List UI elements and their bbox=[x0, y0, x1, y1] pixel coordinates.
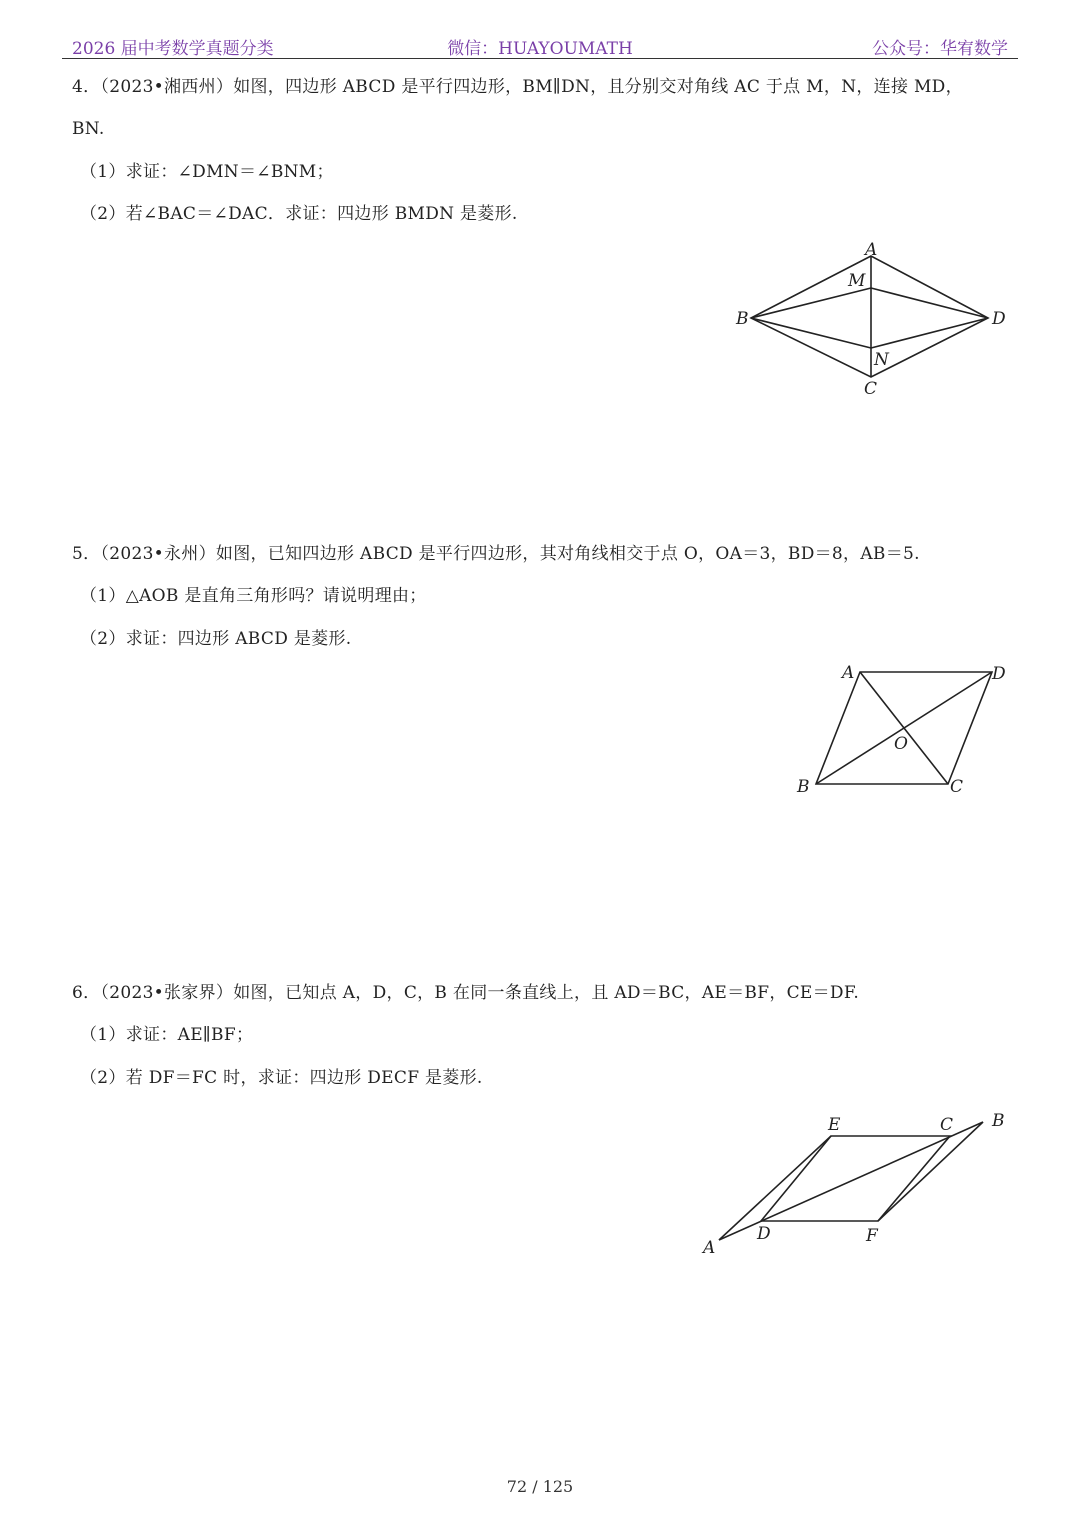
label-c: C bbox=[864, 379, 878, 399]
segment-nd bbox=[871, 318, 988, 348]
label-d: D bbox=[757, 1224, 771, 1244]
label-d: D bbox=[992, 664, 1006, 684]
segment-bn bbox=[751, 318, 871, 348]
parallelogram-abcd bbox=[751, 256, 988, 377]
label-c: C bbox=[950, 777, 964, 797]
label-o: O bbox=[894, 734, 908, 754]
diagonal-bd bbox=[816, 672, 992, 784]
label-d: D bbox=[992, 309, 1006, 329]
problem-6-stem: 6．（2023•张家界）如图，已知点 A，D，C，B 在同一条直线上，且 AD＝BC，AE＝BF，CE＝DF. bbox=[72, 983, 860, 1003]
page-header bbox=[62, 30, 1018, 59]
segment-bm bbox=[751, 288, 871, 318]
label-a: A bbox=[842, 663, 855, 683]
label-n: N bbox=[874, 350, 889, 370]
segment-md bbox=[871, 288, 988, 318]
label-c: C bbox=[940, 1115, 954, 1135]
problem-4-part-2: （2）若∠BAC＝∠DAC．求证：四边形 BMDN 是菱形. bbox=[80, 204, 518, 224]
problem-6-figure bbox=[695, 1100, 1025, 1260]
segment-bf bbox=[878, 1122, 983, 1221]
label-b: B bbox=[797, 777, 810, 797]
label-m: M bbox=[848, 271, 866, 291]
segment-ae bbox=[719, 1136, 831, 1240]
problem-5-figure bbox=[790, 660, 1020, 800]
header-account: 公众号：华宥数学 bbox=[872, 39, 1008, 59]
label-b: B bbox=[736, 309, 749, 329]
problem-5-part-1: （1）△AOB 是直角三角形吗？请说明理由； bbox=[80, 586, 427, 606]
label-e: E bbox=[828, 1115, 841, 1135]
problem-4-stem-cont: BN. bbox=[72, 119, 105, 139]
problem-6-part-1: （1）求证：AE∥BF； bbox=[80, 1025, 254, 1045]
label-a: A bbox=[703, 1238, 716, 1258]
problem-4-figure bbox=[730, 236, 1020, 406]
problem-5-part-2: （2）求证：四边形 ABCD 是菱形. bbox=[80, 629, 352, 649]
problem-4-stem: 4．（2023•湘西州）如图，四边形 ABCD 是平行四边形，BM∥DN，且分别交对角线 AC 于点 M，N，连接 MD， bbox=[72, 77, 963, 97]
line-adcb bbox=[719, 1122, 983, 1240]
label-b: B bbox=[992, 1111, 1005, 1131]
page-number: 72 / 125 bbox=[506, 1477, 574, 1496]
problem-4-part-1: （1）求证：∠DMN＝∠BNM； bbox=[80, 162, 334, 182]
problem-5-stem: 5．（2023•永州）如图，已知四边形 ABCD 是平行四边形，其对角线相交于点 O，OA＝3，BD＝8，AB＝5. bbox=[72, 544, 920, 564]
problem-6-part-2: （2）若 DF＝FC 时，求证：四边形 DECF 是菱形. bbox=[80, 1068, 483, 1088]
header-title: 2026 届中考数学真题分类 bbox=[72, 39, 274, 59]
header-wechat: 微信：HUAYOUMATH bbox=[447, 39, 633, 59]
label-a: A bbox=[865, 240, 878, 260]
label-f: F bbox=[866, 1226, 878, 1246]
